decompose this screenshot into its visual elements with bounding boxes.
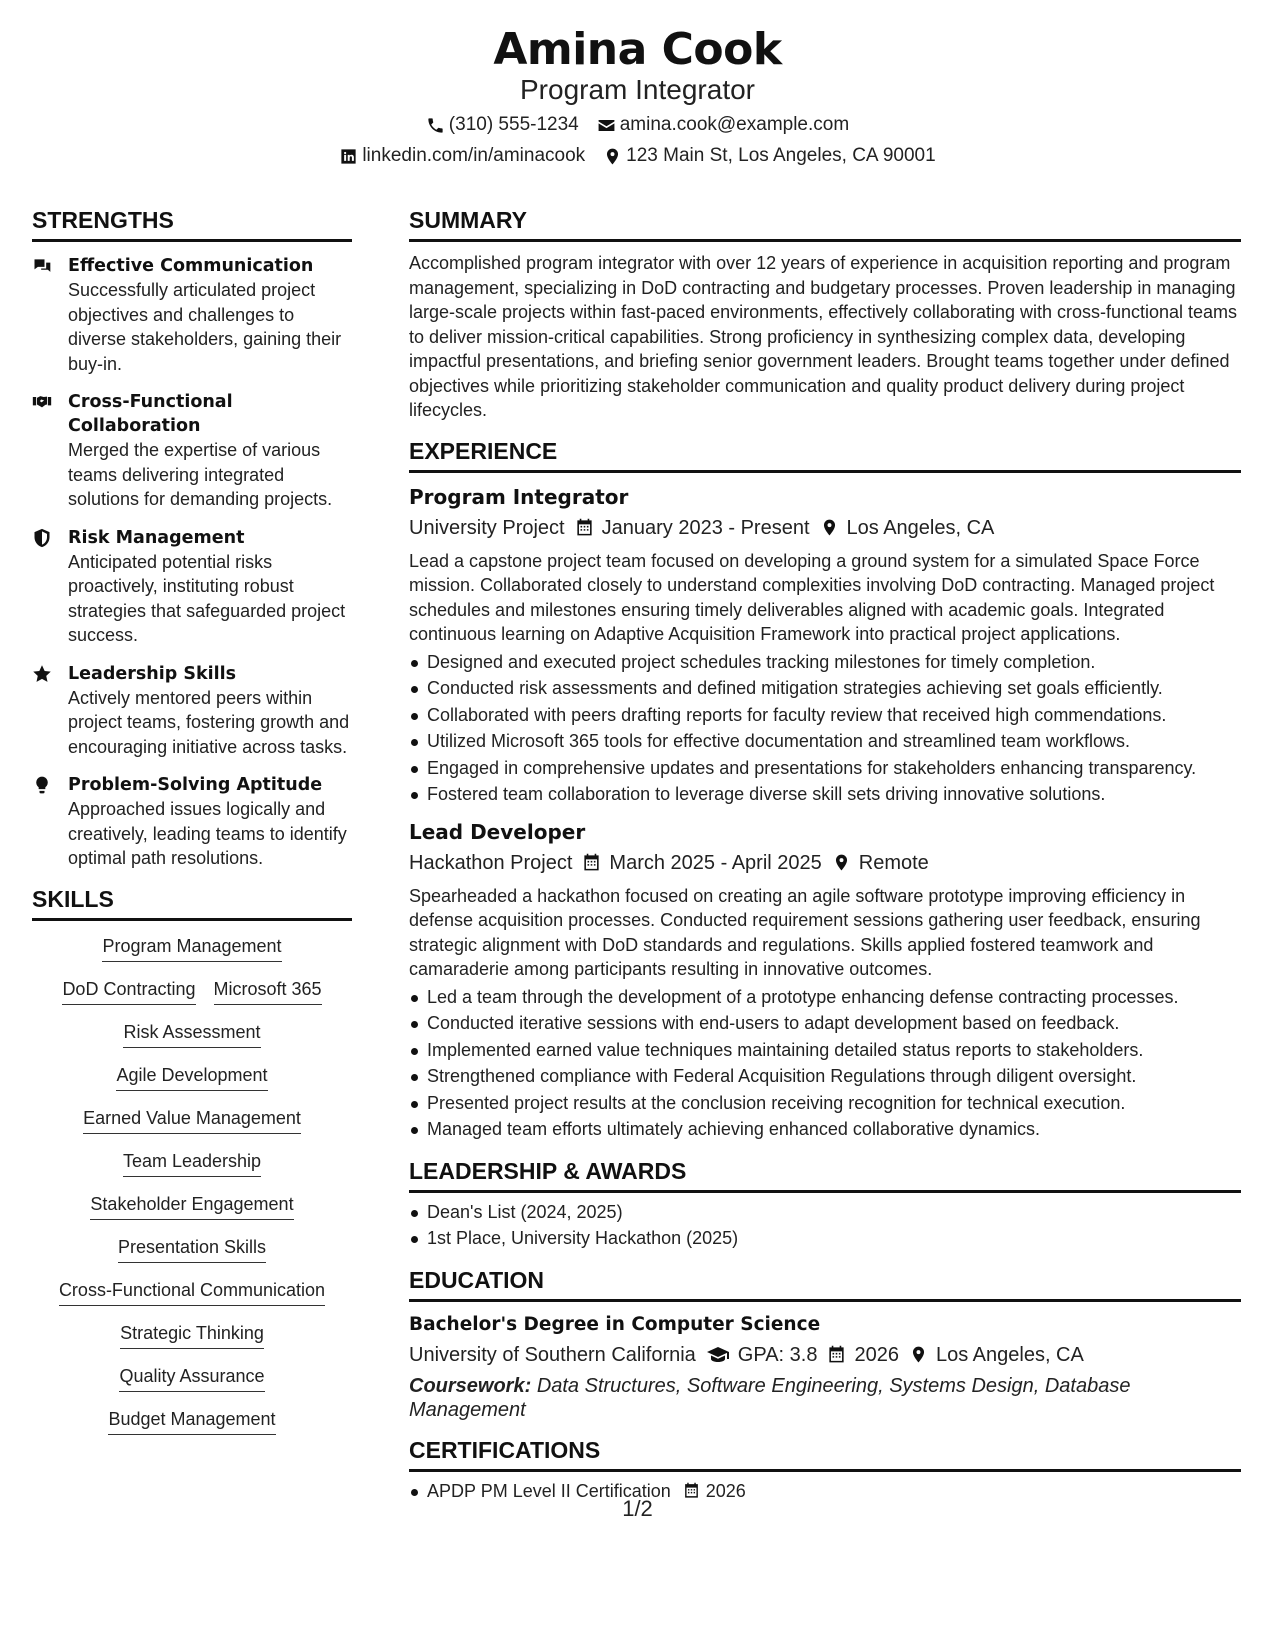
strength-name: Risk Management	[68, 527, 245, 548]
email-text[interactable]: amina.cook@example.com	[619, 114, 850, 135]
skill-tag: Strategic Thinking	[120, 1322, 264, 1349]
bullet-item: Implemented earned value techniques maintaining detailed status reports to stakeholders.	[409, 1037, 1241, 1064]
bullet-item: Engaged in comprehensive updates and presentations for stakeholders enhancing transparency.	[409, 755, 1241, 782]
strength-item	[32, 390, 352, 512]
education-heading: EDUCATION	[409, 1266, 1241, 1302]
page-number: 1/2	[622, 1496, 653, 1521]
experience-heading: EXPERIENCE	[409, 437, 1241, 473]
map-pin-icon	[603, 147, 622, 166]
job-location: Remote	[858, 851, 929, 874]
summary-heading: SUMMARY	[409, 206, 1241, 242]
bullet-item: Utilized Microsoft 365 tools for effective documentation and streamlined team workflows.	[409, 728, 1241, 755]
strength-item	[32, 773, 352, 871]
skill-tag: Presentation Skills	[118, 1236, 266, 1263]
job-location: Los Angeles, CA	[846, 516, 995, 539]
award-item: Dean's List (2024, 2025)	[409, 1199, 1241, 1226]
skill-tag: Risk Assessment	[123, 1021, 260, 1048]
bullet-item: Collaborated with peers drafting reports for faculty review that received high commendations.	[409, 702, 1241, 729]
address-contact	[603, 145, 936, 167]
skills-heading: SKILLS	[32, 885, 352, 921]
strength-desc: Actively mentored peers within project teams, fostering growth and encouraging initiative across tasks.	[68, 687, 350, 757]
email-contact[interactable]	[597, 114, 849, 136]
bullet-item: Led a team through the development of a prototype enhancing defense contracting processes.	[409, 984, 1241, 1011]
strength-name: Leadership Skills	[68, 663, 237, 684]
strength-name: Cross-Functional Collaboration	[68, 392, 233, 436]
linkedin-contact[interactable]	[339, 145, 585, 167]
contact-line-2	[0, 145, 1275, 167]
strength-name: Problem-Solving Aptitude	[68, 775, 323, 795]
skill-tag: Earned Value Management	[83, 1107, 301, 1134]
skill-tag: Program Management	[102, 935, 281, 962]
strength-desc: Merged the expertise of various teams delivering integrated solutions for demanding projects.	[68, 440, 333, 509]
comments-icon	[32, 256, 52, 276]
bullet-item: Designed and executed project schedules tracking milestones for timely completion.	[409, 649, 1241, 676]
job-bullets	[409, 984, 1241, 1143]
awards-list	[409, 1199, 1241, 1252]
strength-name: Effective Communication	[68, 256, 314, 276]
skill-tag: Budget Management	[108, 1408, 275, 1435]
job-entry	[409, 818, 1241, 1143]
contact-line-1	[0, 114, 1275, 136]
resume-header	[0, 0, 1275, 167]
job-title: Program Integrator	[409, 484, 629, 509]
awards-heading: LEADERSHIP & AWARDS	[409, 1157, 1241, 1193]
phone-icon	[426, 116, 445, 135]
phone-text: (310) 555-1234	[448, 114, 579, 135]
school-name: University of Southern California	[409, 1343, 696, 1366]
skill-tag: Team Leadership	[123, 1150, 261, 1177]
shield-icon	[32, 528, 52, 548]
certification-year: 2026	[705, 1480, 746, 1501]
skill-tag: Cross-Functional Communication	[59, 1279, 325, 1306]
education-meta	[409, 1340, 1241, 1370]
degree-title: Bachelor's Degree in Computer Science	[409, 1313, 821, 1335]
job-entry	[409, 483, 1241, 808]
job-dates: January 2023 - Present	[601, 516, 810, 539]
linkedin-icon	[339, 147, 358, 166]
handshake-icon	[32, 392, 52, 412]
bullet-item: Conducted risk assessments and defined mitigation strategies achieving set goals efficiently.	[409, 675, 1241, 702]
strength-item	[32, 662, 352, 760]
skill-tag: Quality Assurance	[119, 1365, 264, 1392]
map-pin-icon	[832, 853, 851, 872]
job-meta	[409, 513, 1241, 543]
coursework-text: Data Structures, Software Engineering, Systems Design, Database Management	[409, 1374, 1131, 1421]
left-column	[32, 206, 352, 1451]
strength-desc: Approached issues logically and creatively, leading teams to identify optimal path resolutions.	[68, 799, 347, 868]
strengths-heading: STRENGTHS	[32, 206, 352, 242]
graduation-cap-icon	[706, 1343, 730, 1367]
job-bullets	[409, 649, 1241, 808]
skill-tag: Agile Development	[116, 1064, 267, 1091]
strengths-list	[32, 254, 352, 871]
coursework	[409, 1374, 1241, 1422]
calendar-icon	[575, 518, 594, 537]
job-description: Lead a capstone project team focused on developing a ground system for a simulated Space Force mission. Collaborated closely to understand complexities involving DoD contracting. Managed project schedules and milestones ensuring timely deliverables aligned with academic goals. Integrated continuous learning on Adaptive Acquisition Framework into practical project applications.	[409, 550, 1215, 644]
skill-tag: DoD Contracting	[62, 978, 195, 1005]
candidate-title: Program Integrator	[520, 74, 755, 105]
strength-item	[32, 526, 352, 648]
certification-name: APDP PM Level II Certification	[427, 1480, 671, 1501]
map-pin-icon	[909, 1345, 928, 1364]
map-pin-icon	[820, 518, 839, 537]
graduation-year: 2026	[854, 1343, 899, 1366]
job-meta	[409, 848, 1241, 878]
bullet-item: Managed team efforts ultimately achieving enhanced collaborative dynamics.	[409, 1116, 1241, 1143]
job-dates: March 2025 - April 2025	[609, 851, 822, 874]
job-title: Lead Developer	[409, 819, 586, 844]
bullet-item: Fostered team collaboration to leverage diverse skill sets driving innovative solutions.	[409, 781, 1241, 808]
candidate-name: Amina Cook	[493, 24, 782, 75]
address-text: 123 Main St, Los Angeles, CA 90001	[626, 145, 936, 166]
right-column	[409, 206, 1241, 1504]
certifications-heading: CERTIFICATIONS	[409, 1436, 1241, 1472]
star-icon	[32, 664, 52, 684]
linkedin-text[interactable]: linkedin.com/in/aminacook	[362, 145, 586, 166]
envelope-icon	[597, 116, 616, 135]
calendar-icon	[582, 853, 601, 872]
calendar-icon	[827, 1345, 846, 1364]
job-org: Hackathon Project	[409, 851, 573, 874]
award-item: 1st Place, University Hackathon (2025)	[409, 1225, 1241, 1252]
skills-list	[32, 935, 352, 1435]
coursework-label: Coursework:	[409, 1374, 532, 1397]
education-location: Los Angeles, CA	[935, 1343, 1084, 1366]
strength-item	[32, 254, 352, 376]
gpa-text: GPA: 3.8	[737, 1343, 818, 1366]
strength-desc: Anticipated potential risks proactively, instituting robust strategies that safeguarded project success.	[68, 551, 346, 645]
bullet-item: Strengthened compliance with Federal Acquisition Regulations through diligent oversight.	[409, 1063, 1241, 1090]
bullet-item: Conducted iterative sessions with end-users to adapt development based on feedback.	[409, 1010, 1241, 1037]
phone-contact	[426, 114, 579, 136]
bullet-item: Presented project results at the conclusion receiving recognition for technical execution.	[409, 1090, 1241, 1117]
job-description: Spearheaded a hackathon focused on creating an agile software prototype improving efficiency in defense acquisition processes. Conducted requirement sessions gathering user feedback, ensuring strategic alignment with DoD standards and regulations. Skills applied fostered teamwork and camaraderie among participants resulting in innovative outcomes.	[409, 885, 1201, 979]
skill-tag: Stakeholder Engagement	[90, 1193, 293, 1220]
lightbulb-icon	[32, 775, 52, 795]
summary-text: Accomplished program integrator with over 12 years of experience in acquisition reporting and program management, specializing in DoD contracting and budgetary processes. Proven leadership in managing large-scale projects within fast-paced environments, effectively collaborating with cross-functional teams to deliver mission-critical capabilities. Strong proficiency in synthesizing complex data, developing impactful presentations, and briefing senior government leaders. Brought teams together under defined objectives while prioritizing stakeholder communication and quality product delivery during project lifecycles.	[409, 253, 1238, 420]
job-org: University Project	[409, 516, 565, 539]
skill-tag: Microsoft 365	[214, 978, 322, 1005]
strength-desc: Successfully articulated project objectives and challenges to diverse stakeholders, gaining their buy-in.	[68, 280, 342, 374]
